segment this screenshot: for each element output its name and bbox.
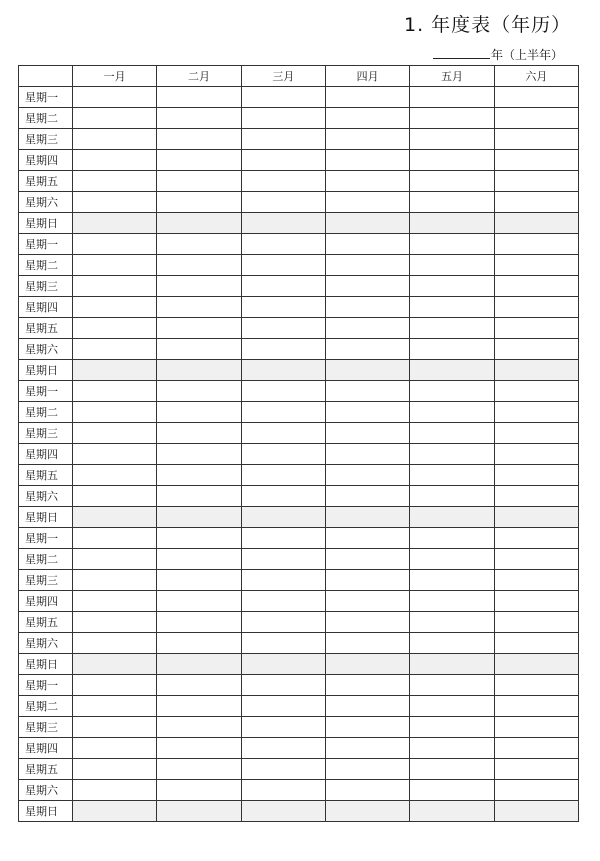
calendar-cell[interactable]	[410, 780, 494, 801]
month-header: 二月	[157, 66, 241, 87]
calendar-cell[interactable]	[494, 465, 578, 486]
table-row	[19, 549, 579, 570]
calendar-cell[interactable]	[73, 486, 157, 507]
calendar-cell[interactable]	[241, 213, 325, 234]
calendar-cell[interactable]	[73, 444, 157, 465]
calendar-cell[interactable]	[325, 507, 409, 528]
calendar-cell[interactable]	[494, 87, 578, 108]
weekday-label: 星期日	[19, 360, 73, 381]
calendar-cell[interactable]	[410, 150, 494, 171]
table-row	[19, 486, 579, 507]
calendar-cell[interactable]	[73, 276, 157, 297]
calendar-cell[interactable]	[325, 129, 409, 150]
calendar-cell[interactable]	[494, 423, 578, 444]
calendar-cell[interactable]	[325, 528, 409, 549]
calendar-cell[interactable]	[157, 213, 241, 234]
calendar-cell[interactable]	[494, 612, 578, 633]
calendar-cell[interactable]	[241, 507, 325, 528]
calendar-cell[interactable]	[410, 171, 494, 192]
calendar-cell[interactable]	[73, 549, 157, 570]
weekday-label: 星期六	[19, 339, 73, 360]
calendar-cell[interactable]	[410, 297, 494, 318]
calendar-cell[interactable]	[410, 276, 494, 297]
calendar-cell[interactable]	[241, 318, 325, 339]
calendar-cell[interactable]	[241, 549, 325, 570]
calendar-cell[interactable]	[157, 528, 241, 549]
weekday-label: 星期五	[19, 759, 73, 780]
calendar-cell[interactable]	[410, 444, 494, 465]
weekday-label: 星期四	[19, 591, 73, 612]
calendar-cell[interactable]	[325, 213, 409, 234]
calendar-cell[interactable]	[325, 318, 409, 339]
calendar-cell[interactable]	[410, 507, 494, 528]
calendar-cell[interactable]	[494, 276, 578, 297]
calendar-cell[interactable]	[73, 234, 157, 255]
calendar-cell[interactable]	[325, 255, 409, 276]
calendar-cell[interactable]	[73, 528, 157, 549]
weekday-label: 星期三	[19, 570, 73, 591]
calendar-cell[interactable]	[494, 549, 578, 570]
weekday-label: 星期五	[19, 171, 73, 192]
calendar-cell[interactable]	[157, 255, 241, 276]
calendar-cell[interactable]	[241, 675, 325, 696]
weekday-label: 星期一	[19, 528, 73, 549]
weekday-label: 星期四	[19, 738, 73, 759]
calendar-cell[interactable]	[157, 780, 241, 801]
weekday-label: 星期二	[19, 696, 73, 717]
calendar-cell[interactable]	[157, 801, 241, 822]
table-row	[19, 108, 579, 129]
calendar-cell[interactable]	[157, 87, 241, 108]
calendar-cell[interactable]	[157, 129, 241, 150]
weekday-label: 星期五	[19, 465, 73, 486]
calendar-cell[interactable]	[157, 465, 241, 486]
calendar-cell[interactable]	[241, 717, 325, 738]
month-header: 五月	[410, 66, 494, 87]
calendar-cell[interactable]	[241, 696, 325, 717]
calendar-cell[interactable]	[157, 381, 241, 402]
calendar-cell[interactable]	[157, 612, 241, 633]
calendar-cell[interactable]	[241, 801, 325, 822]
calendar-cell[interactable]	[157, 360, 241, 381]
calendar-cell[interactable]	[241, 402, 325, 423]
year-label-suffix: 年（上半年）	[491, 48, 564, 62]
month-header: 三月	[241, 66, 325, 87]
calendar-cell[interactable]	[325, 360, 409, 381]
table-row	[19, 633, 579, 654]
table-row	[19, 780, 579, 801]
calendar-cell[interactable]	[325, 381, 409, 402]
calendar-cell[interactable]	[73, 507, 157, 528]
calendar-cell[interactable]	[241, 381, 325, 402]
calendar-cell[interactable]	[494, 717, 578, 738]
calendar-cell[interactable]	[241, 780, 325, 801]
weekday-label: 星期日	[19, 507, 73, 528]
calendar-table	[18, 65, 579, 822]
calendar-cell[interactable]	[410, 633, 494, 654]
calendar-cell[interactable]	[73, 213, 157, 234]
table-row	[19, 465, 579, 486]
calendar-cell[interactable]	[73, 717, 157, 738]
calendar-cell[interactable]	[325, 654, 409, 675]
weekday-label: 星期四	[19, 444, 73, 465]
weekday-label: 星期六	[19, 633, 73, 654]
calendar-cell[interactable]	[73, 654, 157, 675]
calendar-cell[interactable]	[157, 423, 241, 444]
weekday-label: 星期日	[19, 654, 73, 675]
calendar-cell[interactable]	[494, 528, 578, 549]
calendar-cell[interactable]	[73, 87, 157, 108]
calendar-cell[interactable]	[73, 759, 157, 780]
weekday-label: 星期二	[19, 108, 73, 129]
weekday-label: 星期二	[19, 255, 73, 276]
calendar-cell[interactable]	[157, 633, 241, 654]
page-title: 1. 年度表（年历）	[404, 14, 572, 36]
calendar-cell[interactable]	[494, 654, 578, 675]
calendar-cell[interactable]	[494, 444, 578, 465]
calendar-cell[interactable]	[73, 738, 157, 759]
month-header: 四月	[325, 66, 409, 87]
calendar-cell[interactable]	[410, 570, 494, 591]
calendar-cell[interactable]	[325, 108, 409, 129]
calendar-cell[interactable]	[241, 129, 325, 150]
calendar-cell[interactable]	[157, 654, 241, 675]
calendar-cell[interactable]	[325, 339, 409, 360]
calendar-cell[interactable]	[410, 255, 494, 276]
calendar-cell[interactable]	[73, 780, 157, 801]
table-row	[19, 213, 579, 234]
calendar-cell[interactable]	[325, 675, 409, 696]
calendar-cell[interactable]	[157, 171, 241, 192]
weekday-label: 星期三	[19, 717, 73, 738]
weekday-label: 星期一	[19, 675, 73, 696]
calendar-cell[interactable]	[325, 549, 409, 570]
calendar-cell[interactable]	[241, 360, 325, 381]
calendar-cell[interactable]	[494, 360, 578, 381]
calendar-cell[interactable]	[494, 339, 578, 360]
table-row	[19, 192, 579, 213]
table-row	[19, 612, 579, 633]
weekday-label: 星期六	[19, 192, 73, 213]
calendar-cell[interactable]	[157, 507, 241, 528]
calendar-cell[interactable]	[410, 696, 494, 717]
calendar-cell[interactable]	[241, 423, 325, 444]
calendar-cell[interactable]	[241, 759, 325, 780]
calendar-cell[interactable]	[157, 486, 241, 507]
calendar-cell[interactable]	[241, 591, 325, 612]
calendar-cell[interactable]	[494, 381, 578, 402]
weekday-label: 星期三	[19, 276, 73, 297]
calendar-cell[interactable]	[157, 570, 241, 591]
calendar-cell[interactable]	[73, 675, 157, 696]
calendar-cell[interactable]	[241, 612, 325, 633]
table-row	[19, 297, 579, 318]
calendar-cell[interactable]	[73, 381, 157, 402]
calendar-cell[interactable]	[410, 423, 494, 444]
table-row	[19, 423, 579, 444]
calendar-cell[interactable]	[73, 360, 157, 381]
weekday-label: 星期五	[19, 318, 73, 339]
calendar-cell[interactable]	[494, 192, 578, 213]
calendar-cell[interactable]	[73, 150, 157, 171]
calendar-cell[interactable]	[494, 759, 578, 780]
calendar-cell[interactable]	[73, 423, 157, 444]
calendar-cell[interactable]	[494, 297, 578, 318]
calendar-cell[interactable]	[325, 276, 409, 297]
table-row	[19, 675, 579, 696]
weekday-label: 星期一	[19, 234, 73, 255]
calendar-cell[interactable]	[157, 402, 241, 423]
calendar-cell[interactable]	[325, 612, 409, 633]
table-row	[19, 801, 579, 822]
calendar-cell[interactable]	[241, 444, 325, 465]
calendar-cell[interactable]	[241, 654, 325, 675]
calendar-cell[interactable]	[410, 486, 494, 507]
calendar-cell[interactable]	[241, 276, 325, 297]
calendar-cell[interactable]	[325, 570, 409, 591]
calendar-cell[interactable]	[494, 780, 578, 801]
calendar-cell[interactable]	[325, 738, 409, 759]
calendar-cell[interactable]	[73, 633, 157, 654]
calendar-cell[interactable]	[73, 108, 157, 129]
calendar-cell[interactable]	[73, 696, 157, 717]
calendar-body	[19, 87, 579, 822]
calendar-cell[interactable]	[494, 486, 578, 507]
calendar-cell[interactable]	[410, 402, 494, 423]
weekday-label: 星期一	[19, 87, 73, 108]
calendar-cell[interactable]	[157, 150, 241, 171]
calendar-cell[interactable]	[325, 591, 409, 612]
table-row	[19, 129, 579, 150]
calendar-cell[interactable]	[157, 717, 241, 738]
calendar-cell[interactable]	[241, 738, 325, 759]
calendar-cell[interactable]	[494, 591, 578, 612]
weekday-label: 星期三	[19, 129, 73, 150]
calendar-cell[interactable]	[494, 570, 578, 591]
calendar-cell[interactable]	[73, 801, 157, 822]
calendar-cell[interactable]	[73, 402, 157, 423]
calendar-cell[interactable]	[73, 591, 157, 612]
month-header: 六月	[494, 66, 578, 87]
calendar-cell[interactable]	[494, 402, 578, 423]
calendar-cell[interactable]	[325, 171, 409, 192]
calendar-cell[interactable]	[241, 255, 325, 276]
table-row	[19, 717, 579, 738]
calendar-cell[interactable]	[494, 234, 578, 255]
calendar-cell[interactable]	[325, 780, 409, 801]
calendar-cell[interactable]	[410, 318, 494, 339]
table-row	[19, 150, 579, 171]
calendar-cell[interactable]	[157, 444, 241, 465]
calendar-cell[interactable]	[73, 465, 157, 486]
calendar-cell[interactable]	[410, 339, 494, 360]
calendar-cell[interactable]	[241, 465, 325, 486]
calendar-cell[interactable]	[325, 465, 409, 486]
calendar-cell[interactable]	[494, 171, 578, 192]
calendar-cell[interactable]	[325, 696, 409, 717]
table-row	[19, 402, 579, 423]
weekday-label: 星期四	[19, 150, 73, 171]
weekday-label: 星期四	[19, 297, 73, 318]
table-row	[19, 696, 579, 717]
calendar-cell[interactable]	[241, 633, 325, 654]
table-row	[19, 276, 579, 297]
calendar-cell[interactable]	[325, 234, 409, 255]
calendar-cell[interactable]	[73, 297, 157, 318]
calendar-cell[interactable]	[157, 192, 241, 213]
calendar-cell[interactable]	[241, 108, 325, 129]
calendar-cell[interactable]	[494, 318, 578, 339]
table-row	[19, 591, 579, 612]
calendar-cell[interactable]	[241, 87, 325, 108]
calendar-cell[interactable]	[157, 318, 241, 339]
calendar-cell[interactable]	[157, 339, 241, 360]
calendar-cell[interactable]	[241, 171, 325, 192]
calendar-cell[interactable]	[410, 192, 494, 213]
calendar-cell[interactable]	[410, 129, 494, 150]
calendar-cell[interactable]	[73, 171, 157, 192]
calendar-cell[interactable]	[73, 192, 157, 213]
calendar-cell[interactable]	[73, 339, 157, 360]
table-row	[19, 654, 579, 675]
table-row	[19, 570, 579, 591]
weekday-label: 星期三	[19, 423, 73, 444]
weekday-label: 星期二	[19, 402, 73, 423]
table-row	[19, 339, 579, 360]
month-header: 一月	[73, 66, 157, 87]
calendar-cell[interactable]	[325, 759, 409, 780]
weekday-label: 星期一	[19, 381, 73, 402]
table-row	[19, 528, 579, 549]
calendar-cell[interactable]	[410, 234, 494, 255]
calendar-cell[interactable]	[157, 591, 241, 612]
calendar-cell[interactable]	[157, 549, 241, 570]
calendar-cell[interactable]	[494, 213, 578, 234]
calendar-cell[interactable]	[241, 234, 325, 255]
calendar-cell[interactable]	[325, 423, 409, 444]
year-blank-line[interactable]	[433, 47, 490, 59]
table-row	[19, 738, 579, 759]
calendar-cell[interactable]	[494, 696, 578, 717]
calendar-cell[interactable]	[241, 339, 325, 360]
calendar-cell[interactable]	[494, 108, 578, 129]
corner-cell	[19, 66, 73, 87]
calendar-cell[interactable]	[157, 696, 241, 717]
calendar-cell[interactable]	[73, 129, 157, 150]
calendar-cell[interactable]	[494, 507, 578, 528]
calendar-cell[interactable]	[157, 297, 241, 318]
table-row	[19, 234, 579, 255]
calendar-cell[interactable]	[410, 108, 494, 129]
calendar-cell[interactable]	[241, 297, 325, 318]
calendar-cell[interactable]	[325, 87, 409, 108]
calendar-cell[interactable]	[241, 150, 325, 171]
calendar-cell[interactable]	[410, 87, 494, 108]
calendar-cell[interactable]	[410, 801, 494, 822]
calendar-cell[interactable]	[73, 570, 157, 591]
calendar-cell[interactable]	[410, 738, 494, 759]
weekday-label: 星期二	[19, 549, 73, 570]
year-label	[433, 46, 563, 63]
calendar-cell[interactable]	[325, 633, 409, 654]
table-row	[19, 171, 579, 192]
calendar-cell[interactable]	[410, 465, 494, 486]
table-row	[19, 381, 579, 402]
calendar-cell[interactable]	[494, 675, 578, 696]
calendar-cell[interactable]	[73, 612, 157, 633]
table-row	[19, 318, 579, 339]
table-row	[19, 255, 579, 276]
calendar-cell[interactable]	[325, 150, 409, 171]
calendar-cell[interactable]	[157, 738, 241, 759]
calendar-cell[interactable]	[410, 549, 494, 570]
weekday-label: 星期五	[19, 612, 73, 633]
calendar-cell[interactable]	[410, 612, 494, 633]
calendar-cell[interactable]	[410, 717, 494, 738]
calendar-cell[interactable]	[410, 654, 494, 675]
calendar-cell[interactable]	[157, 234, 241, 255]
calendar-cell[interactable]	[410, 759, 494, 780]
weekday-label: 星期日	[19, 213, 73, 234]
calendar-cell[interactable]	[241, 528, 325, 549]
calendar-cell[interactable]	[325, 402, 409, 423]
calendar-cell[interactable]	[410, 381, 494, 402]
calendar-cell[interactable]	[157, 276, 241, 297]
calendar-cell[interactable]	[410, 528, 494, 549]
weekday-label: 星期六	[19, 780, 73, 801]
table-row	[19, 444, 579, 465]
calendar-cell[interactable]	[241, 570, 325, 591]
calendar-cell[interactable]	[325, 192, 409, 213]
calendar-cell[interactable]	[157, 759, 241, 780]
calendar-cell[interactable]	[494, 738, 578, 759]
calendar-cell[interactable]	[494, 801, 578, 822]
table-row	[19, 87, 579, 108]
calendar-cell[interactable]	[325, 717, 409, 738]
calendar-cell[interactable]	[494, 129, 578, 150]
calendar-cell[interactable]	[325, 444, 409, 465]
calendar-cell[interactable]	[494, 255, 578, 276]
calendar-cell[interactable]	[494, 633, 578, 654]
calendar-cell[interactable]	[241, 486, 325, 507]
table-row	[19, 360, 579, 381]
weekday-label: 星期六	[19, 486, 73, 507]
calendar-header-row	[19, 66, 579, 87]
calendar-cell[interactable]	[410, 675, 494, 696]
calendar-cell[interactable]	[325, 801, 409, 822]
calendar-cell[interactable]	[410, 213, 494, 234]
calendar-cell[interactable]	[73, 318, 157, 339]
weekday-label: 星期日	[19, 801, 73, 822]
calendar-cell[interactable]	[157, 108, 241, 129]
calendar-cell[interactable]	[494, 150, 578, 171]
calendar-cell[interactable]	[325, 297, 409, 318]
calendar-cell[interactable]	[325, 486, 409, 507]
calendar-cell[interactable]	[410, 360, 494, 381]
table-row	[19, 507, 579, 528]
calendar-cell[interactable]	[241, 192, 325, 213]
calendar-cell[interactable]	[73, 255, 157, 276]
calendar-cell[interactable]	[410, 591, 494, 612]
table-row	[19, 759, 579, 780]
calendar-cell[interactable]	[157, 675, 241, 696]
